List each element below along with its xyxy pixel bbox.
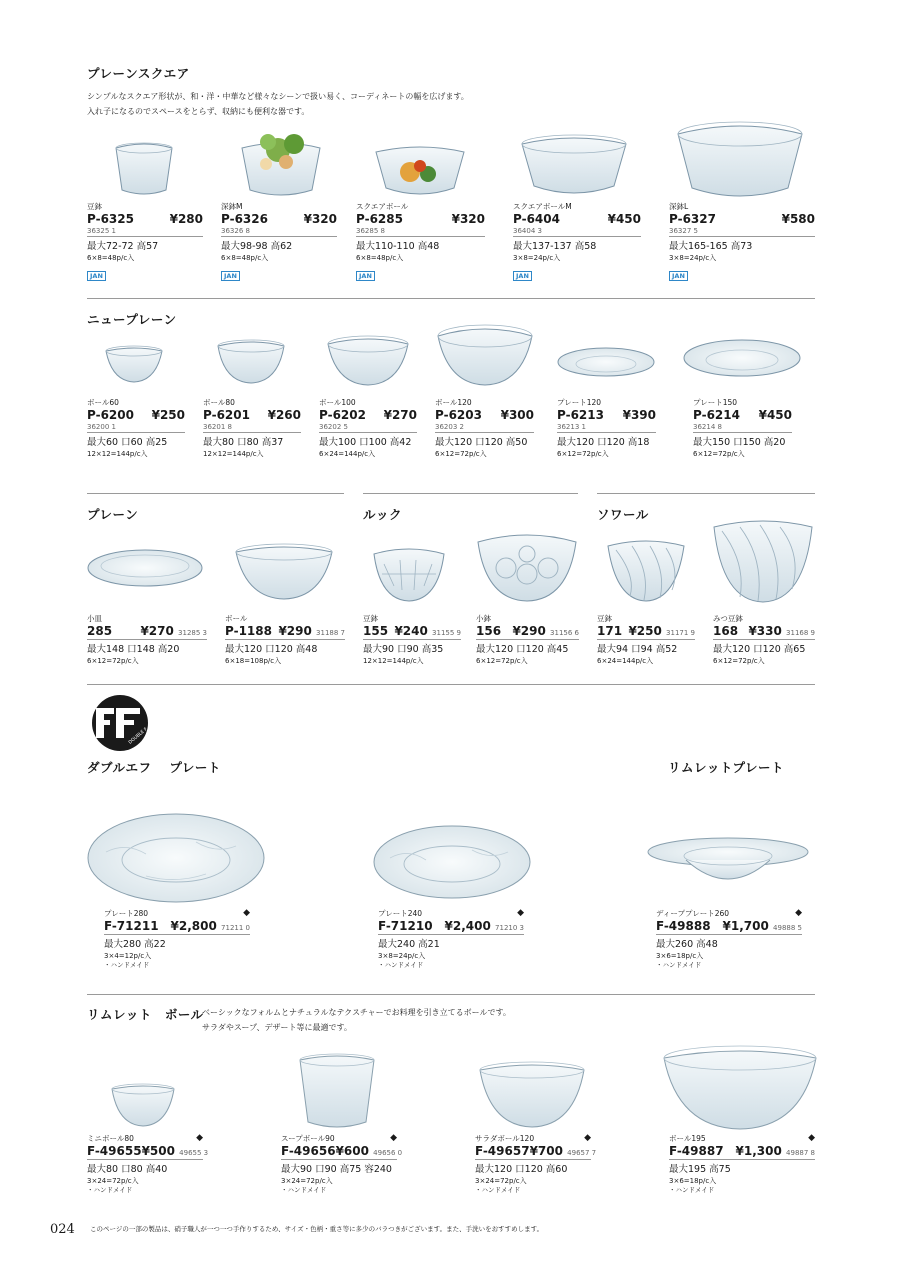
product-name: ミニボール80 — [87, 1134, 134, 1143]
handmade-mark-icon: ◆ — [795, 908, 802, 918]
product-name: 小皿 — [87, 614, 102, 623]
product-price: ¥2,800 — [170, 919, 217, 933]
product-image-p6404 — [518, 130, 630, 200]
product-name: ディーププレート260 — [656, 909, 730, 918]
product-code: P-6285 — [356, 212, 403, 226]
jan-code: 49888 5 — [773, 924, 802, 932]
section-title-rimlet-plate: リムレットプレート — [668, 760, 785, 775]
product-dimensions: 最大110-110 高48 — [356, 241, 440, 252]
product-name: ボール60 — [87, 398, 119, 407]
product-packing: 3×24=72p/c入 — [475, 1177, 527, 1185]
product-code: P-6325 — [87, 212, 134, 226]
product-price: ¥320 — [303, 212, 337, 226]
product-price: ¥390 — [622, 408, 656, 422]
product-card — [693, 397, 792, 459]
product-price: ¥260 — [267, 408, 301, 422]
product-dimensions: 最大80 口80 高37 — [203, 437, 284, 448]
product-packing: 6×24=144p/c入 — [597, 657, 654, 665]
product-dimensions: 最大60 口60 高25 — [87, 437, 168, 448]
section-divider — [363, 493, 578, 494]
product-packing: 6×12=72p/c入 — [476, 657, 528, 665]
page-number: 024 — [50, 1222, 75, 1237]
product-packing: 6×12=72p/c入 — [713, 657, 765, 665]
product-code: 171 — [597, 624, 623, 638]
product-dimensions: 最大165-165 高73 — [669, 241, 753, 252]
product-image-p168 — [712, 515, 814, 603]
product-card — [281, 1133, 403, 1195]
product-card — [87, 201, 203, 282]
product-dimensions: 最大98-98 高62 — [221, 241, 293, 252]
product-image-f71211 — [86, 812, 266, 908]
product-dimensions: 最大120 口120 高50 — [435, 437, 528, 448]
product-image-f49888 — [646, 836, 810, 898]
product-price: ¥320 — [451, 212, 485, 226]
section-divider — [597, 493, 815, 494]
product-name: 深鉢M — [221, 202, 243, 211]
product-code: F-49656 — [281, 1144, 336, 1158]
jan-code: 71211 0 — [221, 924, 250, 932]
product-image-p6326 — [238, 128, 324, 200]
double-f-logo — [86, 694, 154, 752]
product-code: 285 — [87, 624, 113, 638]
product-name: 深鉢L — [669, 202, 689, 211]
handmade-mark-icon: ◆ — [517, 908, 524, 918]
product-card — [435, 397, 534, 459]
product-dimensions: 最大120 口120 高65 — [713, 644, 806, 655]
product-packing: 6×8=48p/c入 — [221, 254, 269, 262]
jan-code: 36325 1 — [87, 227, 203, 237]
product-card — [319, 397, 417, 459]
section-description-line-2: サラダやスープ、デザート等に最適です。 — [202, 1023, 352, 1032]
product-code: P-6327 — [669, 212, 716, 226]
product-packing: 3×4=12p/c入 — [104, 952, 152, 960]
product-name: プレート120 — [557, 398, 602, 407]
product-code: P-6201 — [203, 408, 250, 422]
product-image-p6213 — [556, 346, 656, 382]
product-card — [656, 908, 802, 970]
product-card — [513, 201, 641, 282]
handmade-mark-icon: ◆ — [584, 1133, 591, 1143]
product-card — [597, 613, 695, 666]
product-dimensions: 最大150 口150 高20 — [693, 437, 786, 448]
product-dimensions: 最大94 口94 高52 — [597, 644, 678, 655]
handmade-mark-icon: ◆ — [196, 1133, 203, 1143]
product-card — [104, 908, 250, 970]
jan-badge: JAN — [513, 271, 532, 281]
product-dimensions: 最大120 口120 高18 — [557, 437, 650, 448]
product-image-f49657 — [478, 1060, 586, 1128]
product-dimensions: 最大148 口148 高20 — [87, 644, 180, 655]
jan-badge: JAN — [669, 271, 688, 281]
product-price: ¥1,700 — [722, 919, 769, 933]
product-dimensions: 最大120 口120 高48 — [225, 644, 318, 655]
product-card — [669, 201, 815, 282]
product-code: F-49888 — [656, 919, 711, 933]
product-name: スクエアボール — [356, 202, 409, 211]
product-packing: 6×24=144p/c入 — [319, 450, 376, 458]
product-code: 155 — [363, 624, 389, 638]
product-card — [378, 908, 524, 970]
product-price: ¥270 — [383, 408, 417, 422]
product-name: スープボール90 — [281, 1134, 335, 1143]
section-divider — [87, 298, 815, 299]
section-title-swirl: ソワール — [597, 507, 649, 522]
product-packing: 6×12=72p/c入 — [87, 657, 139, 665]
product-price: ¥450 — [607, 212, 641, 226]
product-dimensions: 最大100 口100 高42 — [319, 437, 412, 448]
product-note: ・ハンドメイド — [87, 1186, 133, 1194]
product-note: ・ハンドメイド — [656, 961, 702, 969]
product-packing: 3×6=18p/c入 — [656, 952, 704, 960]
product-code: P-6213 — [557, 408, 604, 422]
product-card — [356, 201, 485, 282]
product-packing: 6×12=72p/c入 — [435, 450, 487, 458]
product-card — [669, 1133, 815, 1195]
product-name: みつ豆鉢 — [713, 614, 743, 623]
jan-code: 36285 8 — [356, 227, 485, 237]
product-code: P-6200 — [87, 408, 134, 422]
product-image-p156 — [476, 528, 578, 602]
product-name: プレート240 — [378, 909, 423, 918]
product-card — [713, 613, 815, 666]
product-image-p6214 — [682, 338, 802, 382]
product-dimensions: 最大80 口80 高40 — [87, 1164, 168, 1175]
product-packing: 3×6=18p/c入 — [669, 1177, 717, 1185]
product-dimensions: 最大195 高75 — [669, 1164, 731, 1175]
product-dimensions: 最大240 高21 — [378, 939, 440, 950]
jan-code: 36214 8 — [693, 423, 792, 433]
double-f-logo-text: DOUBLE F — [128, 727, 149, 746]
product-code: F-49657 — [475, 1144, 530, 1158]
product-price: ¥580 — [781, 212, 815, 226]
product-card — [476, 613, 579, 666]
product-price: ¥2,400 — [444, 919, 491, 933]
product-note: ・ハンドメイド — [475, 1186, 521, 1194]
product-name: ボール100 — [319, 398, 356, 407]
product-dimensions: 最大120 口120 高45 — [476, 644, 569, 655]
product-packing: 3×8=24p/c入 — [669, 254, 717, 262]
product-dimensions: 最大137-137 高58 — [513, 241, 597, 252]
footer-note: このページの一部の製品は、硝子職人が一つ一つ手作りするため、サイズ・色柄・重さ等に多少のバラつきがございます。また、手洗いをおすすめします。 — [90, 1225, 544, 1233]
jan-code: 36202 5 — [319, 423, 417, 433]
product-card — [557, 397, 656, 459]
product-card — [221, 201, 337, 282]
product-code: F-71211 — [104, 919, 159, 933]
product-code: P-6202 — [319, 408, 366, 422]
product-code: F-49887 — [669, 1144, 724, 1158]
product-dimensions: 最大90 口90 高35 — [363, 644, 444, 655]
product-name: プレート280 — [104, 909, 149, 918]
product-image-f49887 — [662, 1044, 818, 1130]
product-image-p6200 — [104, 345, 164, 385]
product-card — [203, 397, 301, 459]
product-note: ・ハンドメイド — [669, 1186, 715, 1194]
product-dimensions: 最大280 高22 — [104, 939, 166, 950]
product-packing: 3×24=72p/c入 — [281, 1177, 333, 1185]
jan-badge: JAN — [221, 271, 240, 281]
product-name: サラダボール120 — [475, 1134, 535, 1143]
product-price: ¥280 — [169, 212, 203, 226]
product-code: 156 — [476, 624, 502, 638]
jan-code: 49887 8 — [786, 1149, 815, 1157]
product-packing: 12×12=144p/c入 — [87, 450, 148, 458]
product-note: ・ハンドメイド — [281, 1186, 327, 1194]
product-dimensions: 最大72-72 高57 — [87, 241, 159, 252]
section-title-new-plain: ニュープレーン — [87, 312, 177, 327]
section-divider — [87, 684, 815, 685]
product-price: ¥240 — [394, 624, 428, 638]
jan-code: 36327 5 — [669, 227, 815, 237]
product-name: ボール — [225, 614, 248, 623]
product-price: ¥290 — [278, 624, 312, 638]
product-code: P-6203 — [435, 408, 482, 422]
handmade-mark-icon: ◆ — [390, 1133, 397, 1143]
product-image-p1188 — [234, 542, 334, 600]
jan-code: 31168 9 — [786, 629, 815, 637]
product-code: P-6214 — [693, 408, 740, 422]
product-name: ボール195 — [669, 1134, 706, 1143]
product-card — [363, 613, 461, 666]
product-code: P-1188 — [225, 624, 272, 638]
product-packing: 6×12=72p/c入 — [693, 450, 745, 458]
product-packing: 6×8=48p/c入 — [87, 254, 135, 262]
product-image-p6201 — [216, 338, 286, 386]
jan-code: 31188 7 — [316, 629, 345, 637]
jan-code: 49655 3 — [179, 1149, 209, 1157]
section-title-plain: プレーン — [87, 507, 139, 522]
product-packing: 6×12=72p/c入 — [557, 450, 609, 458]
product-price: ¥500 — [141, 1144, 175, 1158]
product-card — [225, 613, 345, 666]
product-packing: 6×8=48p/c入 — [356, 254, 404, 262]
product-image-p6203 — [436, 322, 534, 388]
jan-code: 36326 8 — [221, 227, 337, 237]
product-card — [87, 613, 207, 666]
section-title-look: ルック — [363, 507, 403, 522]
product-dimensions: 最大120 口120 高60 — [475, 1164, 568, 1175]
product-packing: 12×12=144p/c入 — [363, 657, 424, 665]
jan-badge: JAN — [87, 271, 106, 281]
product-price: ¥250 — [151, 408, 185, 422]
jan-code: 36203 2 — [435, 423, 534, 433]
product-code: F-49655 — [87, 1144, 142, 1158]
handmade-mark-icon: ◆ — [243, 908, 250, 918]
product-packing: 3×8=24p/c入 — [513, 254, 561, 262]
product-image-p6202 — [326, 334, 410, 388]
product-name: 豆鉢 — [597, 614, 612, 623]
jan-code: 31155 9 — [432, 629, 461, 637]
section-description-line-2: 入れ子になるのでスペースをとらず、収納にも便利な器です。 — [87, 107, 310, 116]
jan-code: 49656 0 — [373, 1149, 403, 1157]
product-card — [475, 1133, 597, 1195]
section-divider — [87, 994, 815, 995]
product-note: ・ハンドメイド — [378, 961, 424, 969]
jan-code: 36200 1 — [87, 423, 185, 433]
section-title-double-f: ダブルエフ プレート — [87, 760, 221, 775]
product-image-p171 — [606, 536, 686, 602]
product-name: プレート150 — [693, 398, 738, 407]
section-title-rimlet-bowl: リムレット ボール — [87, 1007, 204, 1022]
jan-code: 31285 3 — [178, 629, 207, 637]
jan-code: 49657 7 — [567, 1149, 597, 1157]
product-image-p6285 — [374, 142, 466, 200]
product-card — [87, 397, 185, 459]
product-price: ¥1,300 — [735, 1144, 782, 1158]
product-packing: 3×24=72p/c入 — [87, 1177, 139, 1185]
product-dimensions: 最大90 口90 高75 容240 — [281, 1164, 392, 1175]
product-price: ¥250 — [628, 624, 662, 638]
product-name: 豆鉢 — [87, 202, 102, 211]
product-image-p155 — [372, 544, 446, 602]
product-code: 168 — [713, 624, 739, 638]
product-packing: 6×18=108p/c入 — [225, 657, 282, 665]
section-title-plain-square: プレーンスクエア — [87, 66, 190, 81]
jan-code: 36213 1 — [557, 423, 656, 433]
product-name: ボール80 — [203, 398, 235, 407]
product-packing: 3×8=24p/c入 — [378, 952, 426, 960]
product-price: ¥600 — [335, 1144, 369, 1158]
jan-code: 31156 6 — [550, 629, 579, 637]
product-code: P-6326 — [221, 212, 268, 226]
product-note: ・ハンドメイド — [104, 961, 150, 969]
product-card — [87, 1133, 209, 1195]
product-dimensions: 最大260 高48 — [656, 939, 718, 950]
product-price: ¥290 — [512, 624, 546, 638]
product-price: ¥330 — [748, 624, 782, 638]
product-image-p285 — [86, 548, 204, 590]
product-name: 小鉢 — [476, 614, 491, 623]
jan-code: 36404 3 — [513, 227, 641, 237]
product-image-p6327 — [674, 116, 806, 202]
section-divider — [87, 493, 344, 494]
jan-badge: JAN — [356, 271, 375, 281]
section-description-line-1: ベーシックなフォルムとナチュラルなテクスチャーでお料理を引き立てるボールです。 — [202, 1008, 511, 1017]
handmade-mark-icon: ◆ — [808, 1133, 815, 1143]
product-name: ボール120 — [435, 398, 472, 407]
jan-code: 71210 3 — [495, 924, 524, 932]
jan-code: 31171 9 — [666, 629, 695, 637]
product-image-p6325 — [112, 140, 176, 200]
section-description-line-1: シンプルなスクエア形状が、和・洋・中華など様々なシーンで扱い易く、コーディネートの幅を広げます。 — [87, 92, 469, 101]
product-price: ¥270 — [140, 624, 174, 638]
jan-code: 36201 8 — [203, 423, 301, 433]
product-price: ¥300 — [500, 408, 534, 422]
product-price: ¥700 — [529, 1144, 563, 1158]
product-packing: 12×12=144p/c入 — [203, 450, 264, 458]
product-name: スクエアボールM — [513, 202, 572, 211]
product-name: 豆鉢 — [363, 614, 378, 623]
product-image-f71210 — [372, 824, 532, 904]
product-price: ¥450 — [758, 408, 792, 422]
product-image-f49656 — [298, 1052, 376, 1130]
product-code: F-71210 — [378, 919, 433, 933]
product-code: P-6404 — [513, 212, 560, 226]
product-image-f49655 — [110, 1083, 176, 1127]
